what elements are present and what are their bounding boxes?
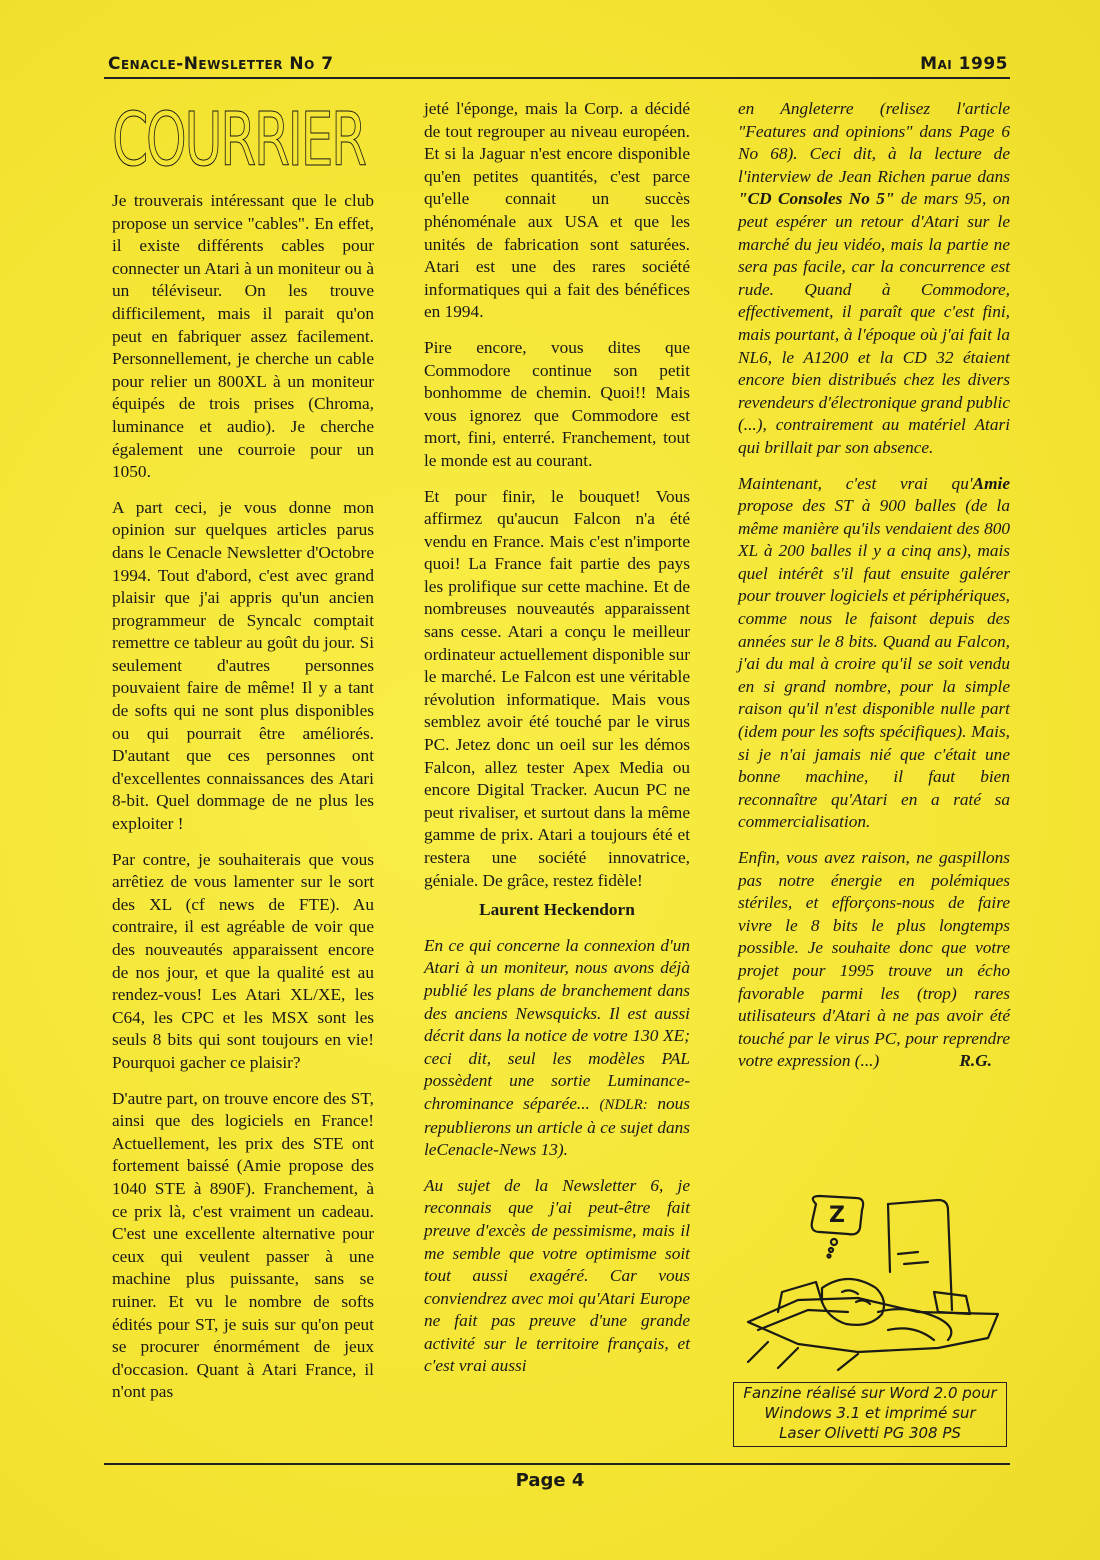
editor-reply (738, 473, 1010, 835)
credits-line: Fanzine réalisé sur Word 2.0 pour (743, 1384, 997, 1402)
editor-reply (738, 847, 1010, 1073)
reply-text: Enfin, vous avez raison, ne gaspillons pas notre énergie en polémiques stériles, et efforçons-nous de faire vivre le 8 bits le plus longtemps possible. Je souhaite donc que votre projet pour 1995 trouve un écho favorable parmi les (trop) rares utilisateurs d'Atari à ne pas avoir été touché par le virus PC, pour reprendre votre expression (...) (738, 848, 1010, 1071)
bubble-letter: Z (829, 1203, 845, 1228)
issue-date: Mai 1995 (920, 54, 1008, 74)
column-2 (424, 98, 690, 1391)
newsletter-title: Cenacle-Newsletter No 7 (108, 54, 334, 74)
paragraph: Je trouverais intéressant que le club propose un service "cables". En effet, il existe différents cables pour connecter un Atari à un moniteur ou à un téléviseur. On les trouve difficilement, mais il parait qu'on peut en fabriquer assez facilement. Personnellement, je cherche un cable pour relier un 800XL à un moniteur équipés de trois prises (Chroma, luminance et audio). Je cherche également une courroie pour un 1050. (112, 191, 374, 482)
reply-text: propose des ST à 900 balles (de la même manière qu'ils vendaient des 800 XL à 200 balles il y a cinq ans), mais quel intérêt s'il faut ensuite galérer pour trouver logiciels et périphériques, comme nous le faisont depuis des années sur le 8 bits. Quand au Falcon, j'ai du mal à croire qu'il se soit vendu en si grand nombre, pour la simple raison qu'il n'est disponible nulle part (idem pour les softs spécifiques). Mais, si je n'ai jamais nié que c'était une bonne machine, il faut bien reconnaître qu'Atari en a raté sa commercialisation. (738, 496, 1010, 832)
page-number: Page 4 (515, 1470, 585, 1491)
ndlr-label: (NDLR: (599, 1096, 648, 1113)
header-rule (104, 77, 1010, 79)
editor-reply: Au sujet de la Newsletter 6, je reconnais que j'ai peut-être fait preuve d'excès de pessimisme, mais il me semble que votre optimisme soit tout aussi exagéré. Car vous conviendrez avec moi qu'Atari Europe ne fait pas preuve d'une grande activité sur le territoire français, et c'est vrai aussi (424, 1175, 690, 1376)
paragraph: Pire encore, vous dites que Commodore continue son petit bonhomme de chemin. Quoi!! Mais vous ignorez que Commodore est mort, fini, enterré. Franchement, tout le monde est au courant. (424, 337, 690, 470)
letter-signature: Laurent Heckendorn (479, 900, 635, 920)
magazine-ref: "CD Consoles No 5" (738, 189, 895, 209)
editor-reply (738, 98, 1010, 460)
page-header (108, 52, 1008, 80)
shop-name: Amie (972, 473, 1010, 493)
editor-reply (424, 935, 690, 1162)
credits-line: Windows 3.1 et imprimé sur (764, 1404, 976, 1422)
credits-box (733, 1382, 1007, 1447)
sleeping-person-cartoon (738, 1192, 1006, 1372)
section-title: COURRIER (112, 97, 365, 183)
editor-signature: R.G. (959, 1051, 992, 1071)
paragraph: Par contre, je souhaiterais que vous arrêtiez de vous lamenter sur le sort des XL (cf news de FTE). Au contraire, il est agréable de voir que des nouveautés apparaissent encore de nos jour, et que la qualité est au rendez-vous! Les Atari XL/XE, les C64, les CPC et les MSX sont les seuls 8 bits qui sont toujours en vie! Pourquoi gacher ce plaisir? (112, 849, 374, 1072)
reply-text: de mars 95, on peut espérer un retour d'Atari sur le marché du jeu vidéo, mais la partie ne sera pas facile, car la concurrence est rude. Quand à Commodore, effectivement, il paraît que c'est fini, mais pourtant, à l'époque où j'ai fait la NL6, le A1200 et la CD 32 étaient encore bien distribués chez les divers revendeurs d'électronique grand public (...), contrairement au matériel Atari qui brillait par son absence. (738, 189, 1010, 457)
footer-rule (104, 1463, 1010, 1465)
ndlr-text: nous republierons un article à ce sujet dans leCenacle-News 13). (424, 1093, 691, 1160)
reply-text: Maintenant, c'est vrai qu' (738, 473, 973, 493)
paragraph: A part ceci, je vous donne mon opinion sur quelques articles parus dans le Cenacle Newsletter d'Octobre 1994. Tout d'abord, c'est avec grand plaisir que j'ai appris qu'un ancien programmeur de Syncalc comptait remettre ce tableur au goût du jour. Si seulement d'autres personnes pouvaient faire de même! Il y a tant de softs qui ne sont plus disponibles ou qui pourrait être améliorés. D'autant que ces personnes ont d'excellentes connaissances des Atari 8-bit. Quel dommage de ne plus les exploiter ! (112, 497, 374, 834)
column-1 (112, 98, 374, 1417)
paragraph: D'autre part, on trouve encore des ST, ainsi que des logiciels en France! Actuellement, les prix des STE ont fortement baissé (Amie propose des 1040 STE à 890F). Franchement, à ce prix là, c'est vraiment un cadeau. C'est une excellente alternative pour ceux qui veulent passer à une machine plus puissante, sans se ruiner. Et vu le nombre de softs édités pour ST, je suis sur qu'on peut se procurer énormément de jeux d'occasion. Quant à Atari France, il n'ont pas (112, 1088, 374, 1402)
credits-line: Laser Olivetti PG 308 PS (779, 1424, 961, 1442)
reply-text: en Angleterre (relisez l'article "Features and opinions" dans Page 6 No 68). Ceci dit, à la lecture de l'interview de Jean Richen parue dans (738, 99, 1010, 186)
paragraph: jeté l'éponge, mais la Corp. a décidé de tout regrouper au niveau européen. Et si la Jaguar n'est encore disponible qu'en petites quantités, c'est parce qu'elle connait un succès phénoménale aux USA et que les unités de fabrication sont saturées. Atari est une des rares société informatiques qui a fait des bénéfices en 1994. (424, 99, 690, 322)
paragraph: Et pour finir, le bouquet! Vous affirmez qu'aucun Falcon n'a été vendu en France. Mais c'est n'importe quoi! La France fait partie des pays les prolifique sur cette machine. Et de nombreuses nouveautés apparaissent sans cesse. Atari a conçu le meilleur ordinateur actuellement disponible sur le marché. Le Falcon est une véritable révolution informatique. Mais vous semblez avoir été touché par le virus PC. Jetez donc un oeil sur les démos Falcon, allez tester Apex Media ou encore Digital Tracker. Aucun PC ne peut rivaliser, et surtout dans la même gamme de prix. Atari a toujours été et restera une société innovatrice, géniale. De grâce, restez fidèle! (424, 486, 690, 890)
column-3 (738, 98, 1010, 1086)
reply-text: En ce qui concerne la connexion d'un Atari à un moniteur, nous avons déjà publié les plans de branchement dans des anciens Newsquicks. Il est aussi décrit dans la notice de votre 130 XE; ceci dit, seul les modèles PAL possèdent une sortie Luminance-chrominance séparée... (424, 935, 690, 1113)
